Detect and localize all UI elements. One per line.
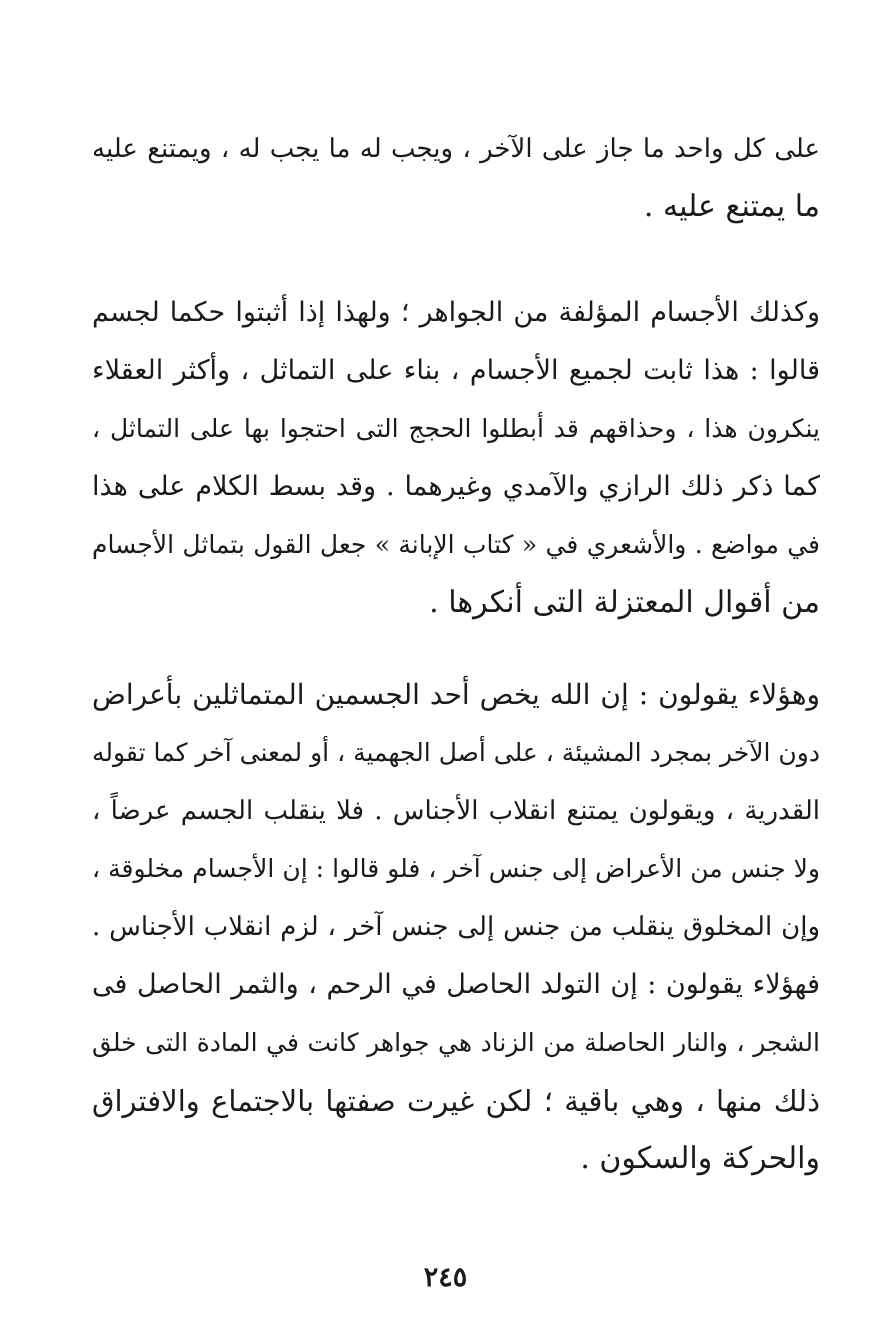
- text-line: من أقوال المعتزلة التى أنكرها .: [429, 585, 820, 620]
- text-line: دون الآخر بمجرد المشيئة ، على أصل الجهمية ، أو لمعنى آخر كما تقوله: [92, 738, 820, 767]
- text-line: كما ذكر ذلك الرازي والآمدي وغيرهما . وقد بسط الكلام على هذا: [92, 471, 820, 502]
- text-line: قالوا : هذا ثابت لجميع الأجسام ، بناء على التماثل ، وأكثر العقلاء: [92, 355, 820, 386]
- text-line: ما يمتنع عليه .: [643, 189, 820, 224]
- text-line: ولا جنس من الأعراض إلى جنس آخر ، فلو قالوا : إن الأجسام مخلوقة ،: [92, 854, 820, 883]
- text-line: القدرية ، ويقولون يمتنع انقلاب الأجناس . فلا ينقلب الجسم عرضاً ،: [92, 796, 820, 826]
- paragraph-3: [92, 666, 820, 1188]
- text-line: وهؤلاء يقولون : إن الله يخص أحد الجسمين المتماثلين بأعراض: [92, 678, 820, 711]
- text-line: فهؤلاء يقولون : إن التولد الحاصل في الرحم ، والثمر الحاصل فى: [92, 969, 820, 1000]
- text-line: على كل واحد ما جاز على الآخر ، ويجب له ما يجب له ، ويمتنع عليه: [92, 134, 820, 164]
- text-line: الشجر ، والنار الحاصلة من الزناد هي جواهر كانت في المادة التى خلق: [92, 1028, 820, 1057]
- paragraph-2: [92, 284, 820, 632]
- text-line: في مواضع . والأشعري في « كتاب الإبانة » جعل القول بتماثل الأجسام: [92, 530, 820, 559]
- paragraph-1: [92, 120, 820, 236]
- text-line: وكذلك الأجسام المؤلفة من الجواهر ؛ ولهذا إذا أثبتوا حكما لجسم: [92, 297, 820, 328]
- text-line: ينكرون هذا ، وحذاقهم قد أبطلوا الحجج التى احتجوا بها على التماثل ،: [92, 414, 820, 443]
- text-line: ذلك منها ، وهي باقية ؛ لكن غيرت صفتها بالاجتماع والافتراق: [92, 1084, 820, 1118]
- text-line: والحركة والسكون .: [580, 1141, 820, 1176]
- page-number: ٢٤٥: [423, 1262, 468, 1293]
- text-line: وإن المخلوق ينقلب من جنس إلى جنس آخر ، لزم انقلاب الأجناس .: [92, 912, 820, 942]
